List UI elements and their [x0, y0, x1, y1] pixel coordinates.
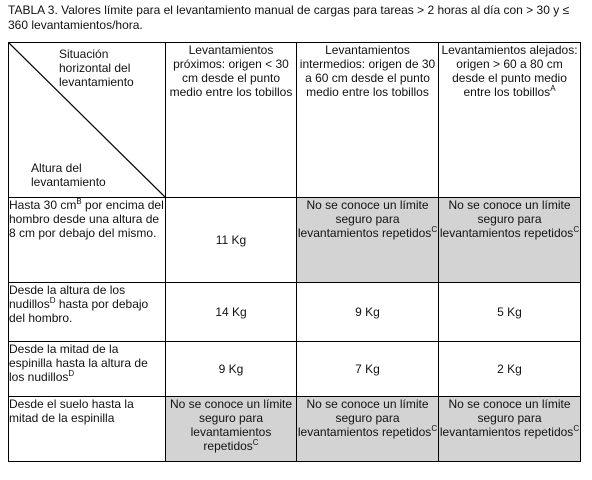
column-header-far-lifts — [439, 43, 581, 198]
footnote-mark: A — [550, 84, 556, 93]
limit-cell — [297, 342, 439, 397]
limit-value: 2 Kg — [497, 362, 522, 376]
footnote-mark: C — [573, 424, 580, 433]
row-header-text: Desde el suelo hasta la mitad de la espinilla — [9, 397, 134, 425]
limit-value: No se conoce un límite seguro para levantamientos repetidos — [297, 397, 432, 439]
limit-cell — [166, 342, 297, 397]
footnote-mark: D — [49, 296, 56, 305]
limit-value: No se conoce un límite seguro para levantamientos repetidos — [169, 397, 293, 453]
horizontal-situation-label: Situación horizontal del levantamiento — [59, 47, 134, 89]
limit-value: 11 Kg — [215, 233, 247, 247]
limit-cell-shaded — [166, 397, 297, 462]
row-header-above-shoulder — [9, 198, 166, 283]
limit-cell-shaded — [439, 397, 581, 462]
column-header-near-lifts — [166, 43, 297, 198]
limit-value: No se conoce un límite seguro para levantamientos repetidos — [439, 397, 574, 439]
footnote-mark: C — [431, 424, 438, 433]
header-row — [9, 43, 581, 198]
limit-cell — [166, 198, 297, 283]
limit-cell — [297, 283, 439, 342]
footnote-mark: B — [76, 197, 82, 206]
limit-value: No se conoce un límite seguro para levantamientos repetidos — [439, 198, 574, 240]
footnote-mark: C — [431, 225, 438, 234]
table-caption: TABLA 3. Valores límite para el levantamiento manual de cargas para tareas > 2 horas al día con > 30 y ≤ 360 levantamientos/hora. — [8, 3, 570, 32]
limit-value: 14 Kg — [215, 305, 247, 319]
column-header-intermediate-lifts — [297, 43, 439, 198]
row-header-text: Hasta 30 cm — [9, 198, 77, 212]
limit-cell — [166, 283, 297, 342]
lift-height-label: Altura del levantamiento — [31, 161, 106, 189]
lifting-limits-table — [8, 42, 581, 462]
row-header-shin-to-knuckle — [9, 342, 166, 397]
footnote-mark: D — [68, 369, 75, 378]
corner-header-cell — [9, 43, 166, 198]
limit-cell-shaded — [297, 198, 439, 283]
column-header-text: Levantamientos alejados: origen > 60 a 80 cm desde el punto medio entre los tobillos — [441, 43, 578, 99]
table-row — [9, 283, 581, 342]
limit-cell-shaded — [439, 198, 581, 283]
limit-cell-shaded — [297, 397, 439, 462]
limit-value: 5 Kg — [497, 305, 522, 319]
column-header-text: Levantamientos intermedios: origen de 30 a 60 cm desde el punto medio entre los tobillos — [299, 43, 436, 99]
limit-value: No se conoce un límite seguro para levantamientos repetidos — [297, 198, 432, 240]
row-header-text: hasta por debajo del hombro. — [9, 297, 149, 325]
row-header-text: por encima del hombro desde una altura de 8 cm por debajo del mismo. — [9, 198, 164, 240]
limit-cell — [439, 342, 581, 397]
column-header-text: Levantamientos próximos: origen < 30 cm desde el punto medio entre los tobillos — [169, 43, 293, 99]
table-row — [9, 342, 581, 397]
footnote-mark: C — [573, 225, 580, 234]
row-header-text: Desde la altura de los nudillos — [9, 283, 126, 311]
table-row — [9, 397, 581, 462]
footnote-mark: C — [252, 438, 259, 447]
limit-value: 9 Kg — [355, 305, 380, 319]
row-header-floor-to-shin — [9, 397, 166, 462]
limit-cell — [439, 283, 581, 342]
table-row — [9, 198, 581, 283]
limit-value: 7 Kg — [355, 362, 380, 376]
row-header-text: Desde la mitad de la espinilla hasta la altura de los nudillos — [9, 342, 148, 384]
limit-value: 9 Kg — [218, 362, 244, 376]
row-header-knuckle-to-shoulder — [9, 283, 166, 342]
